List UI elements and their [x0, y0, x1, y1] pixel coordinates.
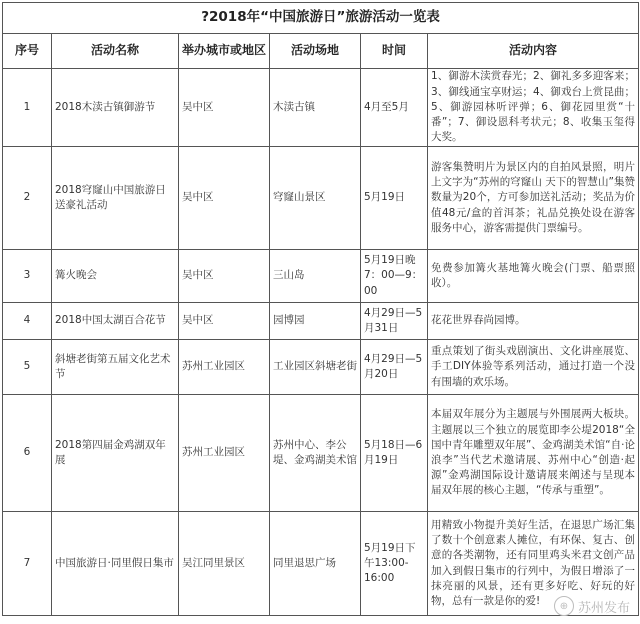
table-row [3, 250, 639, 303]
table-header-row [3, 34, 639, 69]
header-num: 序号 [3, 34, 52, 69]
row-city: 苏州工业园区 [179, 395, 270, 512]
row-venue: 工业园区斜塘老街 [270, 340, 361, 395]
row-venue: 三山岛 [270, 250, 361, 303]
row-content: 游客集赞明片为景区内的自拍风景照，明片上文字为“苏州的穹窿山 天下的智慧山”集赞数量为20个，方可参加送礼活动；奖品为价值48元/盒的首洱茶；礼品兑换处设在游客服务中心，游客需提供门票编号。 [428, 147, 639, 250]
header-city: 举办城市或地区 [179, 34, 270, 69]
row-venue: 木渎古镇 [270, 69, 361, 147]
row-city: 苏州工业园区 [179, 340, 270, 395]
header-content: 活动内容 [428, 34, 639, 69]
activity-table [2, 2, 639, 616]
row-content: 本届双年展分为主题展与外围展两大板块。主题展以三个独立的展览即李公堤2018“全国中青年雕塑双年展”、金鸡湖美术馆“自·论浪李”当代艺术邀请展、苏州中心“创造·起源”金鸡湖国际设计邀请展来阐述与呈现本届双年展的核心主题，“传承与重塑”。 [428, 395, 639, 512]
row-num: 5 [3, 340, 52, 395]
row-content: 1、御游木渎赏春光；2、御礼多多迎客来；3、御线通宝享财运；4、御戏台上赏昆曲；5、御游园林听评弹；6、御花园里赏“十番”；7、御设恩科考状元；8、收集玉玺得大奖。 [428, 69, 639, 147]
row-name: 斜塘老街第五届文化艺术节 [52, 340, 179, 395]
row-venue: 穹窿山景区 [270, 147, 361, 250]
row-time: 4月29日—5月31日 [361, 303, 428, 340]
table-row [3, 512, 639, 616]
row-venue: 园博园 [270, 303, 361, 340]
table-row [3, 395, 639, 512]
header-time: 时间 [361, 34, 428, 69]
row-name: 2018中国太湖百合花节 [52, 303, 179, 340]
row-content: 花花世界春尚园博。 [428, 303, 639, 340]
watermark-text: 苏州发布 [577, 600, 630, 616]
row-time: 5月19日下午13:00-16:00 [361, 512, 428, 616]
row-num: 6 [3, 395, 52, 512]
row-name: 中国旅游日·同里假日集市 [52, 512, 179, 616]
row-content: 重点策划了街头戏剧演出、文化讲座展览、手工DIY体验等系列活动，通过打造一个没有围墙的欢乐场。 [428, 340, 639, 395]
row-name: 2018木渎古镇御游节 [52, 69, 179, 147]
row-venue: 苏州中心、李公堤、金鸡湖美术馆 [270, 395, 361, 512]
row-name: 2018第四届金鸡湖双年展 [52, 395, 179, 512]
header-venue: 活动场地 [270, 34, 361, 69]
row-num: 1 [3, 69, 52, 147]
table-title: ?2018年“中国旅游日”旅游活动一览表 [3, 3, 639, 34]
row-name: 篝火晚会 [52, 250, 179, 303]
row-city: 吴中区 [179, 69, 270, 147]
row-city: 吴中区 [179, 147, 270, 250]
row-num: 2 [3, 147, 52, 250]
table-row [3, 147, 639, 250]
table-row [3, 69, 639, 147]
row-content: 免费参加篝火基地篝火晚会(门票、船票照收）。 [428, 250, 639, 303]
row-time: 4月29日—5月20日 [361, 340, 428, 395]
row-name: 2018穹窿山中国旅游日送豪礼活动 [52, 147, 179, 250]
row-time: 5月18日—6月19日 [361, 395, 428, 512]
row-city: 吴江同里景区 [179, 512, 270, 616]
row-num: 3 [3, 250, 52, 303]
table-row [3, 340, 639, 395]
header-name: 活动名称 [52, 34, 179, 69]
row-venue: 同里退思广场 [270, 512, 361, 616]
row-time: 5月19日晚7：00—9：00 [361, 250, 428, 303]
row-city: 吴中区 [179, 250, 270, 303]
row-content: 用精致小物提升美好生活，在退思广场汇集了数十个创意素人摊位，有环保、复古、创意的各类潮物，还有同里鸡头米君文创产品加入到假日集市的行列中，为假日增添了一抹亮丽的风景，还有更多好吃、好玩的好物，总有一款是你的爱! [428, 512, 639, 616]
watermark-logo-icon: ⊕ [554, 596, 574, 616]
row-num: 7 [3, 512, 52, 616]
row-num: 4 [3, 303, 52, 340]
row-city: 吴中区 [179, 303, 270, 340]
table-title-row [3, 3, 639, 34]
table-row [3, 303, 639, 340]
row-time: 4月至5月 [361, 69, 428, 147]
row-time: 5月19日 [361, 147, 428, 250]
